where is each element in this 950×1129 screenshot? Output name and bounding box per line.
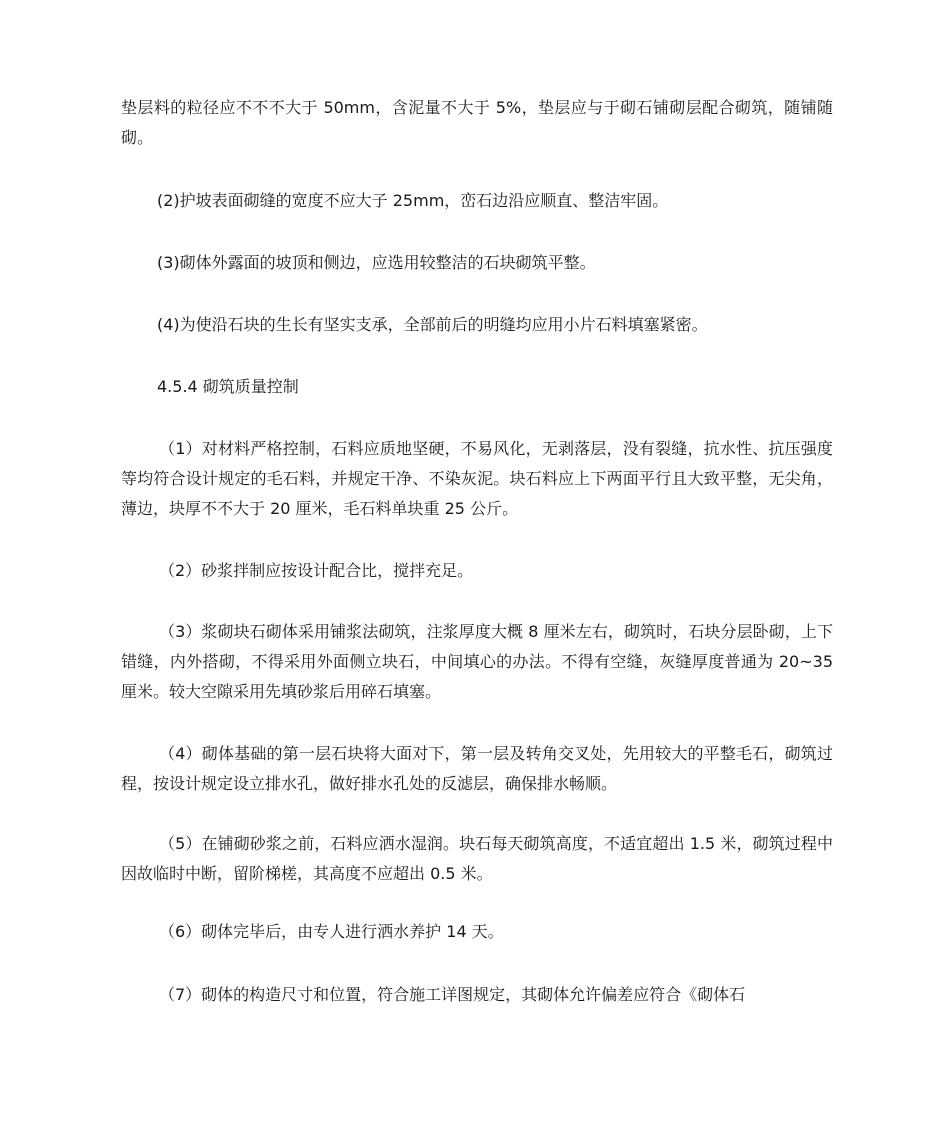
paragraph-item-3-slope-top: (3)砌体外露面的坡顶和侧边，应选用较整洁的石块砌筑平整。: [157, 253, 596, 272]
paragraph-qc-2-mortar: （2）砂浆拌制应按设计配合比，搅拌充足。: [159, 561, 474, 580]
paragraph-qc-1-materials: （1）对材料严格控制，石料应质地坚硬，不易风化，无剥落层，没有裂缝，抗水性、抗压强度等均符合设计规定的毛石料，并规定干净、不染灰泥。块石料应上下两面平行且大致平整，无尖角，薄边，块厚不不大于 20 厘米，毛石料单块重 25 公斤。: [121, 439, 833, 518]
paragraph-qc-5-wetting: （5）在铺砌砂浆之前，石料应洒水湿润。块石每天砌筑高度，不适宜超出 1.5 米，砌筑过程中因故临时中断，留阶梯槎，其高度不应超出 0.5 米。: [121, 834, 833, 883]
paragraph-qc-6-curing: （6）砌体完毕后，由专人进行洒水养护 14 天。: [159, 922, 504, 941]
paragraph-cushion-material: 垫层料的粒径应不不不大于 50mm，含泥量不大于 5%，垫层应与于砌石铺砌层配合砌筑，随铺随砌。: [121, 98, 833, 147]
paragraph-qc-4-foundation: （4）砌体基础的第一层石块将大面对下，第一层及转角交叉处，先用较大的平整毛石，砌筑过程，按设计规定设立排水孔，做好排水孔处的反滤层，确保排水畅顺。: [121, 744, 833, 793]
paragraph-item-2-joint-width: (2)护坡表面砌缝的宽度不应大子 25mm，峦石边沿应顺直、整洁牢固。: [157, 191, 669, 210]
paragraph-qc-7-dimensions: （7）砌体的构造尺寸和位置，符合施工详图规定，其砌体允许偏差应符合《砌体石: [159, 985, 746, 1004]
paragraph-qc-3-laying: （3）浆砌块石砌体采用铺浆法砌筑，注浆厚度大概 8 厘米左右，砌筑时，石块分层卧砌，上下错缝，内外搭砌，不得采用外面侧立块石，中间填心的办法。不得有空缝，灰缝厚度普通为 20~35 厘米。较大空隙采用先填砂浆后用碎石填塞。: [121, 622, 833, 701]
section-heading-quality-control: 4.5.4 砌筑质量控制: [157, 377, 299, 396]
paragraph-item-4-joint-filling: (4)为使沿石块的生长有坚实支承，全部前后的明缝均应用小片石料填塞紧密。: [157, 315, 708, 334]
